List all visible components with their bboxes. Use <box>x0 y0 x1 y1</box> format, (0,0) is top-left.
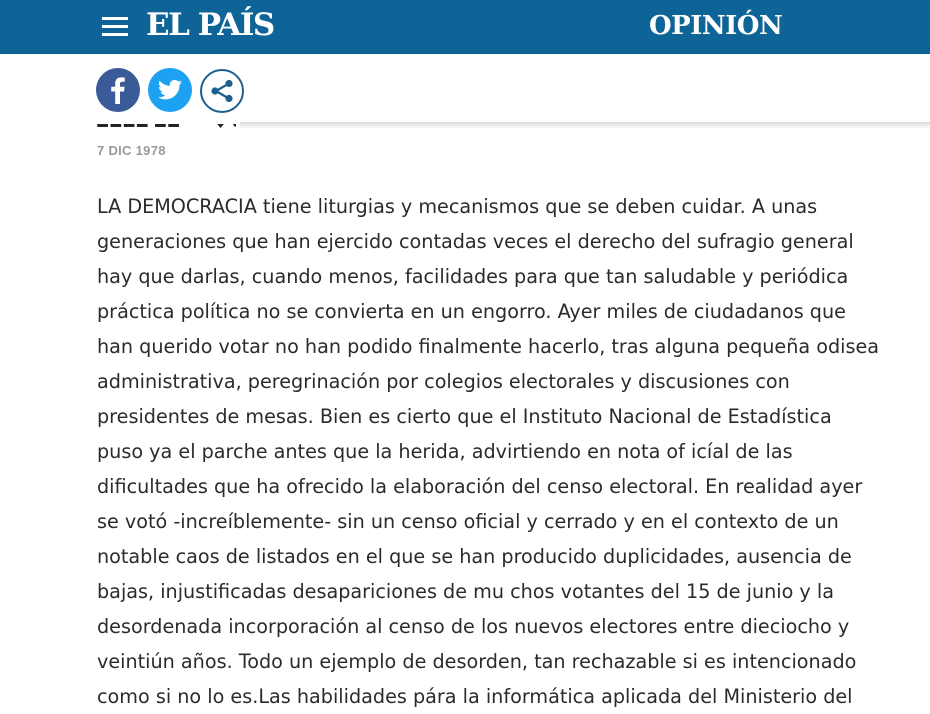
twitter-bird-icon <box>148 68 192 112</box>
facebook-icon <box>96 68 140 112</box>
article-line: notable caos de listados en el que se han producido duplicidades, ausencia de <box>97 545 852 568</box>
article-body <box>97 189 897 714</box>
article-line: práctica política no se convierta en un engorro. Ayer miles de ciudadanos que <box>97 300 846 323</box>
article-line: generaciones que han ejercido contadas veces el derecho del sufragio general <box>97 230 854 253</box>
menu-line <box>102 25 128 28</box>
article-line: desordenada incorporación al censo de los nuevos electores entre dieciocho y <box>97 615 850 638</box>
site-logo[interactable]: EL PAÍS <box>146 7 274 43</box>
article-line: presidentes de mesas. Bien es cierto que el Instituto Nacional de Estadística <box>97 405 832 428</box>
article-line: dificultades que ha ofrecido la elaboración del censo electoral. En realidad ayer <box>97 475 863 498</box>
article-line: han querido votar no han podido finalmente hacerlo, tras alguna pequeña odisea <box>97 335 880 358</box>
menu-line <box>102 33 128 36</box>
share-bar-shadow <box>240 122 930 128</box>
facebook-share-button[interactable] <box>96 68 140 112</box>
article-line: como si no lo es.Las habilidades pára la informática aplicada del Ministerio del <box>97 685 853 708</box>
section-title[interactable]: OPINIÓN <box>649 11 783 41</box>
twitter-share-button[interactable] <box>148 68 192 112</box>
hamburger-menu-icon[interactable] <box>102 16 128 36</box>
article-line: bajas, injustificadas desapariciones de mu chos votantes del 15 de junio y la <box>97 580 834 603</box>
article-line: veintiún años. Todo un ejemplo de desorden, tan rechazable si es intencionado <box>97 650 857 673</box>
article-line: hay que darlas, cuando menos, facilidades para que tan saludable y periódica <box>97 265 849 288</box>
site-header <box>0 0 930 54</box>
article-line: puso ya el parche antes que la herida, advirtiendo en nota of icíal de las <box>97 440 793 463</box>
article-line: LA DEMOCRACIA tiene liturgias y mecanismos que se deben cuidar. A unas <box>97 195 818 218</box>
share-icon <box>202 71 242 111</box>
article-line: administrativa, peregrinación por colegios electorales y discusiones con <box>97 370 790 393</box>
share-button[interactable] <box>200 69 244 113</box>
article-date: 7 DIC 1978 <box>97 143 166 158</box>
article-line: se votó -increíblemente- sin un censo oficial y cerrado y en el contexto de un <box>97 510 839 533</box>
menu-line <box>102 17 128 20</box>
